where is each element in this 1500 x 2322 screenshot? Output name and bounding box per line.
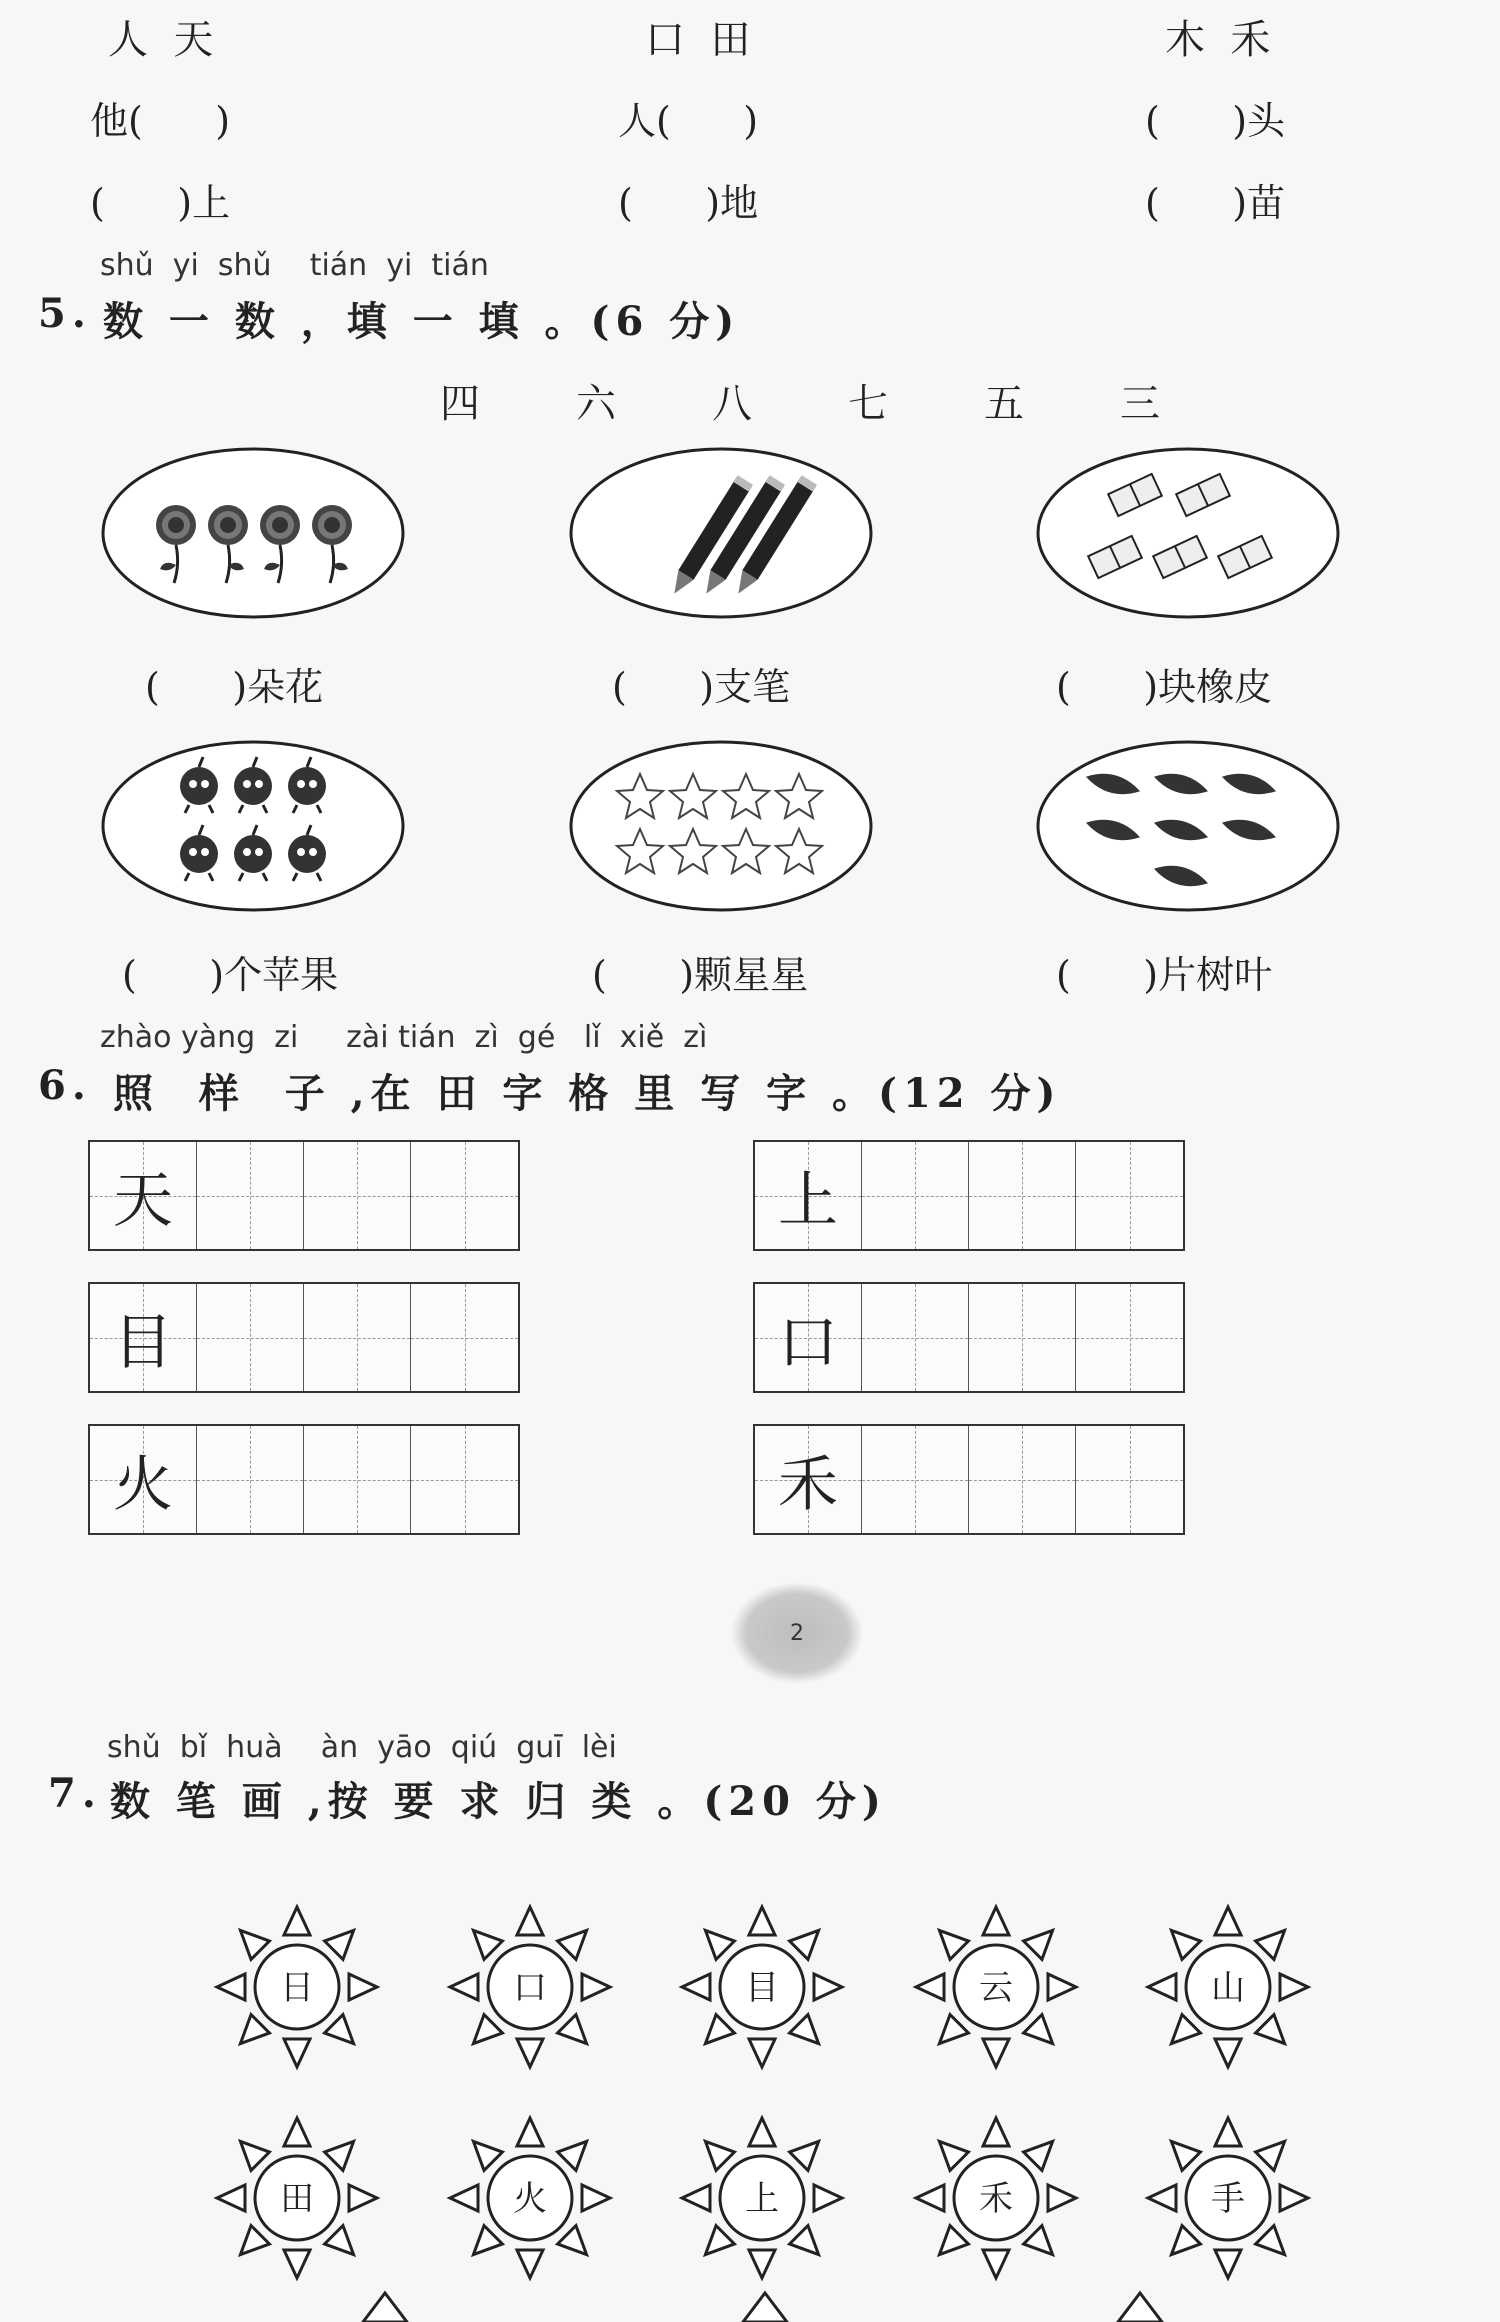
sun-ray bbox=[749, 1907, 775, 1935]
word-bank-item: 八 bbox=[712, 381, 752, 427]
sunflower-ellipse bbox=[100, 445, 406, 621]
pencil-ellipse bbox=[568, 445, 874, 621]
sample-char: 火 bbox=[113, 1449, 173, 1520]
sun-ray bbox=[349, 2185, 377, 2211]
write-cell[interactable] bbox=[1076, 1142, 1183, 1249]
page-number: 2 bbox=[732, 1583, 862, 1683]
q7-title: 数 笔 画 ,按 要 求 归 类 。(20 分) bbox=[110, 1778, 887, 1825]
sun-ray bbox=[240, 2015, 269, 2044]
q5-number: 5. bbox=[38, 290, 92, 337]
fill-blank[interactable]: ( )地 bbox=[618, 181, 759, 225]
sun-ray bbox=[1215, 2039, 1241, 2067]
sun-ray bbox=[284, 2039, 310, 2067]
word-bank-item: 七 bbox=[848, 381, 888, 427]
sun-char-badge bbox=[1138, 2108, 1318, 2288]
sun-ray bbox=[1256, 2226, 1285, 2255]
word-bank-item: 五 bbox=[984, 381, 1024, 427]
sun-ray bbox=[325, 2226, 354, 2255]
word-bank-item: 六 bbox=[576, 381, 616, 427]
sun-ray bbox=[749, 2118, 775, 2146]
write-cell[interactable] bbox=[969, 1142, 1076, 1249]
sun-ray bbox=[939, 2226, 968, 2255]
sun-char-badge bbox=[672, 1897, 852, 2077]
fill-blank[interactable]: ( )头 bbox=[1145, 99, 1286, 143]
sun-ray bbox=[1024, 1930, 1053, 1959]
write-cell[interactable] bbox=[197, 1426, 304, 1533]
count-blank-erasers[interactable]: ( )块橡皮 bbox=[1056, 665, 1273, 709]
write-cell[interactable] bbox=[862, 1284, 969, 1391]
tianzige-row bbox=[753, 1282, 1185, 1393]
fill-blank[interactable]: ( )苗 bbox=[1145, 181, 1286, 225]
sun-ray bbox=[682, 2185, 710, 2211]
write-cell[interactable] bbox=[1076, 1426, 1183, 1533]
tianzige-row bbox=[753, 1140, 1185, 1251]
sun-char: 禾 bbox=[979, 2179, 1013, 2219]
sun-ray bbox=[325, 2141, 354, 2170]
sample-char: 口 bbox=[778, 1307, 838, 1378]
star-ellipse bbox=[568, 738, 874, 914]
sun-ray bbox=[450, 1974, 478, 2000]
sun-ray bbox=[517, 2118, 543, 2146]
sun-ray bbox=[240, 2141, 269, 2170]
sun-ray bbox=[558, 2141, 587, 2170]
sun-ray bbox=[517, 1907, 543, 1935]
sun-ray bbox=[284, 1907, 310, 1935]
sun-ray bbox=[1171, 2015, 1200, 2044]
sun-char-badge bbox=[906, 2108, 1086, 2288]
word-bank bbox=[440, 372, 1160, 429]
sun-ray bbox=[1215, 2118, 1241, 2146]
write-cell[interactable] bbox=[304, 1284, 411, 1391]
sun-char-badge bbox=[672, 2108, 852, 2288]
q6-number: 6. bbox=[38, 1062, 92, 1109]
sun-ray bbox=[705, 2015, 734, 2044]
sun-ray bbox=[939, 2015, 968, 2044]
sun-ray bbox=[790, 2226, 819, 2255]
sun-ray bbox=[1215, 2250, 1241, 2278]
sun-ray bbox=[790, 1930, 819, 1959]
leaf-ellipse bbox=[1035, 738, 1341, 914]
sun-char: 火 bbox=[513, 2179, 547, 2219]
sun-ray bbox=[1215, 1907, 1241, 1935]
eraser-ellipse bbox=[1035, 445, 1341, 621]
sun-ray bbox=[814, 2185, 842, 2211]
write-cell[interactable] bbox=[197, 1284, 304, 1391]
sun-ray bbox=[558, 2015, 587, 2044]
sun-char: 田 bbox=[280, 2179, 314, 2219]
sun-ray bbox=[558, 1930, 587, 1959]
sun-ray bbox=[705, 1930, 734, 1959]
sun-ray bbox=[1048, 1974, 1076, 2000]
sun-ray bbox=[217, 2185, 245, 2211]
sample-char: 禾 bbox=[778, 1449, 838, 1520]
sun-ray bbox=[1148, 1974, 1176, 2000]
sun-char: 手 bbox=[1211, 2179, 1245, 2219]
write-cell[interactable] bbox=[411, 1284, 518, 1391]
sun-ray bbox=[558, 2226, 587, 2255]
sun-ray bbox=[749, 2039, 775, 2067]
sun-ray bbox=[1048, 2185, 1076, 2211]
sun-ray bbox=[473, 2141, 502, 2170]
sun-ray bbox=[473, 2015, 502, 2044]
sun-ray bbox=[1024, 2226, 1053, 2255]
count-blank-apples[interactable]: ( )个苹果 bbox=[122, 953, 339, 997]
write-cell[interactable] bbox=[411, 1142, 518, 1249]
write-cell[interactable] bbox=[969, 1284, 1076, 1391]
sun-char-badge bbox=[1138, 1897, 1318, 2077]
char-pair-3: 木 禾 bbox=[1165, 17, 1271, 63]
sun-ray bbox=[814, 1974, 842, 2000]
sun-char: 山 bbox=[1211, 1968, 1245, 2008]
sun-ray bbox=[517, 2250, 543, 2278]
triangle-icon bbox=[360, 2290, 410, 2322]
sun-ray bbox=[790, 2015, 819, 2044]
sun-ray bbox=[790, 2141, 819, 2170]
write-cell[interactable] bbox=[197, 1142, 304, 1249]
sun-ray bbox=[1256, 2015, 1285, 2044]
sun-ray bbox=[325, 2015, 354, 2044]
sun-ray bbox=[284, 2250, 310, 2278]
sun-ray bbox=[1148, 2185, 1176, 2211]
sun-char-badge bbox=[906, 1897, 1086, 2077]
q5-title: 数 一 数 ，填 一 填 。(6 分) bbox=[103, 298, 741, 345]
tianzige-row bbox=[88, 1424, 520, 1535]
word-bank-item: 四 bbox=[440, 381, 480, 427]
sun-ray bbox=[325, 1930, 354, 1959]
triangle-icon bbox=[740, 2290, 790, 2322]
sun-char: 日 bbox=[280, 1968, 314, 2008]
count-blank-flowers[interactable]: ( )朵花 bbox=[145, 665, 324, 709]
sun-ray bbox=[916, 2185, 944, 2211]
sun-char: 上 bbox=[745, 2179, 779, 2219]
triangle-icon bbox=[1115, 2290, 1165, 2322]
sun-ray bbox=[749, 2250, 775, 2278]
sun-ray bbox=[705, 2141, 734, 2170]
tianzige-row bbox=[753, 1424, 1185, 1535]
sun-ray bbox=[983, 2118, 1009, 2146]
sun-ray bbox=[582, 2185, 610, 2211]
sun-ray bbox=[473, 1930, 502, 1959]
sample-char: 天 bbox=[113, 1165, 173, 1236]
sun-ray bbox=[939, 1930, 968, 1959]
q6-title: 照 样 子 ,在 田 字 格 里 写 字 。(12 分) bbox=[113, 1070, 1062, 1117]
count-blank-leaves[interactable]: ( )片树叶 bbox=[1056, 953, 1273, 997]
write-cell[interactable] bbox=[862, 1142, 969, 1249]
sun-ray bbox=[983, 2250, 1009, 2278]
sun-ray bbox=[284, 2118, 310, 2146]
q7-number: 7. bbox=[48, 1770, 102, 1817]
sun-ray bbox=[1171, 2141, 1200, 2170]
sun-ray bbox=[916, 1974, 944, 2000]
sun-ray bbox=[450, 2185, 478, 2211]
fill-blank[interactable]: ( )上 bbox=[90, 181, 231, 225]
count-blank-stars[interactable]: ( )颗星星 bbox=[592, 953, 809, 997]
q6-pinyin: zhào yàng zi zài tián zì gé lǐ xiě zì bbox=[100, 1020, 708, 1055]
word-bank-item: 三 bbox=[1120, 381, 1160, 427]
sun-ray bbox=[1024, 2141, 1053, 2170]
sun-ray bbox=[1171, 2226, 1200, 2255]
sun-ray bbox=[1171, 1930, 1200, 1959]
sun-ray bbox=[1280, 1974, 1308, 2000]
char-pair-2: 口 田 bbox=[645, 17, 751, 63]
sun-ray bbox=[939, 2141, 968, 2170]
sun-char-badge bbox=[440, 1897, 620, 2077]
tianzige-row bbox=[88, 1140, 520, 1251]
sun-ray bbox=[517, 2039, 543, 2067]
sun-char-badge bbox=[207, 1897, 387, 2077]
write-cell[interactable] bbox=[862, 1426, 969, 1533]
sun-ray bbox=[983, 1907, 1009, 1935]
sun-ray bbox=[1280, 2185, 1308, 2211]
fill-blank[interactable]: 他( ) bbox=[90, 99, 231, 143]
write-cell[interactable] bbox=[304, 1142, 411, 1249]
sun-ray bbox=[217, 1974, 245, 2000]
sun-char: 云 bbox=[979, 1968, 1013, 2008]
sun-ray bbox=[240, 2226, 269, 2255]
sun-ray bbox=[983, 2039, 1009, 2067]
sun-char-badge bbox=[440, 2108, 620, 2288]
sun-ray bbox=[349, 1974, 377, 2000]
sun-ray bbox=[682, 1974, 710, 2000]
write-cell[interactable] bbox=[304, 1426, 411, 1533]
char-pair-1: 人 天 bbox=[108, 17, 214, 63]
q7-pinyin: shǔ bǐ huà àn yāo qiú guī lèi bbox=[107, 1730, 617, 1765]
write-cell[interactable] bbox=[969, 1426, 1076, 1533]
q5-pinyin: shǔ yi shǔ tián yi tián bbox=[100, 248, 489, 283]
sample-char: 目 bbox=[113, 1307, 173, 1378]
sun-char-badge bbox=[207, 2108, 387, 2288]
sun-ray bbox=[1024, 2015, 1053, 2044]
count-blank-pencils[interactable]: ( )支笔 bbox=[612, 665, 791, 709]
write-cell[interactable] bbox=[1076, 1284, 1183, 1391]
sun-ray bbox=[1256, 2141, 1285, 2170]
sun-ray bbox=[240, 1930, 269, 1959]
fill-blank[interactable]: 人( ) bbox=[618, 99, 759, 143]
sun-ray bbox=[1256, 1930, 1285, 1959]
write-cell[interactable] bbox=[411, 1426, 518, 1533]
sun-ray bbox=[705, 2226, 734, 2255]
apple-ellipse bbox=[100, 738, 406, 914]
tianzige-row bbox=[88, 1282, 520, 1393]
sun-char: 目 bbox=[745, 1968, 779, 2008]
sun-char: 口 bbox=[513, 1968, 547, 2008]
sun-ray bbox=[582, 1974, 610, 2000]
sample-char: 上 bbox=[778, 1165, 838, 1236]
sun-ray bbox=[473, 2226, 502, 2255]
